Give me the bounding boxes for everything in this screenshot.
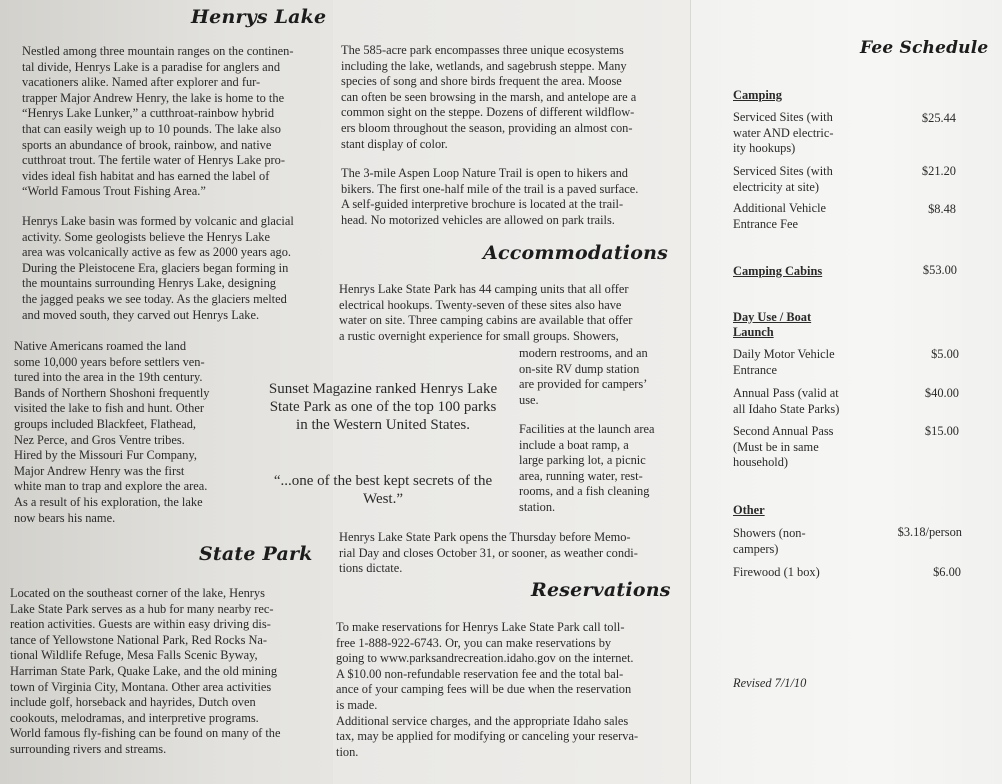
paragraph-ecosystems: The 585-acre park encompasses three unique ecosystems including the lake, wetlands, and sagebrush steppe. Many species of song and shore birds frequent the area. Moose can often be seen browsing in the marsh, and antelope are a common sight on the steppe. Dozens of different wildflow- ers bloom throughout the season, providing an almost con- stant display of color. — [341, 43, 637, 151]
fee-desc-annual-pass: Annual Pass (valid at all Idaho State Parks) — [733, 386, 840, 416]
fee-price-annual-pass: $40.00 — [924, 386, 959, 400]
paragraph-trail: The 3-mile Aspen Loop Nature Trail is open to hikers and bikers. The first one-half mile of the trail is a paved surface. A self-guided interpretive brochure is located at the trail- head. No motorized vehicles are allowed on park trails. — [341, 166, 639, 227]
fee-price-showers: $3.18/person — [897, 525, 962, 539]
heading-henrys-lake: Henrys Lake — [191, 6, 327, 28]
fee-desc-firewood: Firewood (1 box) — [733, 565, 820, 579]
fee-price-serviced-water: $25.44 — [921, 111, 956, 125]
fee-price-daily-vehicle: $5.00 — [931, 347, 959, 361]
revised-date: Revised 7/1/10 — [733, 676, 807, 690]
fee-price-camping-cabins: $53.00 — [922, 263, 957, 277]
fee-desc-second-annual-pass: Second Annual Pass (Must be in same household) — [733, 424, 834, 470]
fee-desc-additional-vehicle: Additional Vehicle Entrance Fee — [733, 201, 827, 231]
fee-desc-serviced-electric: Serviced Sites (with electricity at site) — [733, 164, 833, 194]
fee-desc-serviced-water: Serviced Sites (with water AND electric- ity hookups) — [733, 110, 834, 156]
paragraph-reservations: To make reservations for Henrys Lake State Park call toll- free 1-888-922-6743. Or, you can make reservations by going to www.parksandrecreation.idaho.gov on the internet. A $10.00 non-refundable reservation fee and the total bal- ance of your camping fees will be due when the reservation is made. Additional service charges, and the appropriate Idaho sales tax, may be applied for modifying or canceling your reserva- tion. — [336, 620, 639, 759]
paragraph-facilities: Facilities at the launch area include a boat ramp, a large parking lot, a picnic area, running water, rest- rooms, and a fish cleaning station. — [519, 422, 655, 514]
fee-price-second-annual-pass: $15.00 — [924, 424, 959, 438]
paragraph-season: Henrys Lake State Park opens the Thursday before Memo- rial Day and closes October 31, or sooner, as weather condi- tions dictate. — [339, 530, 638, 576]
fee-category-camping: Camping — [733, 88, 782, 102]
heading-state-park: State Park — [199, 543, 313, 565]
heading-fee-schedule: Fee Schedule — [860, 38, 989, 58]
pull-quote-secret: “...one of the best kept secrets of the West.” — [273, 473, 493, 507]
paragraph-history: Native Americans roamed the land some 10,000 years before settlers ven- tured into the area in the 19th century. Bands of Northern Shoshoni frequently visited the lake to fish and hunt. Other groups included Blackfeet, Flathead, Nez Perce, and Gros Ventre tribes. Hired by the Missouri Fur Company, Major Andrew Henry was the first white man to trap and explore the area. As a result of his exploration, the lake now bears his name. — [14, 339, 210, 525]
fee-price-serviced-electric: $21.20 — [921, 164, 956, 178]
fee-desc-showers: Showers (non- campers) — [733, 526, 806, 556]
paragraph-intro: Nestled among three mountain ranges on the continen- tal divide, Henrys Lake is a paradise for anglers and vacationers alike. Named after explorer and fur- trapper Major Andrew Henry, the lake is home to the “Henrys Lake Lunker,” a cutthroat-rainbow hybrid that can easily weigh up to 10 pounds. The lake also sports an abundance of brook, rainbow, and native cutthroat trout. The fertile water of Henrys Lake pro- vides ideal fish habitat and has earned the label of “World Famous Trout Fishing Area.” — [22, 44, 294, 199]
heading-accommodations: Accommodations — [483, 242, 669, 264]
pull-quote-ranking: Sunset Magazine ranked Henrys Lake State Park as one of the top 100 parks in the Western United States. — [268, 381, 498, 433]
heading-reservations: Reservations — [531, 579, 671, 601]
paragraph-state-park: Located on the southeast corner of the lake, Henrys Lake State Park serves as a hub for many nearby rec- reation activities. Guests are within easy driving dis- tance of Yellowstone National Park, Red Rocks Na- tional Wildlife Refuge, Mesa Falls Scenic Byway, Harriman State Park, Quake Lake, and the old mining town of Virginia City, Montana. Other area activities include golf, horseback and hayrides, Dutch oven cookouts, melodramas, and interpretive programs. World famous fly-fishing can be found on many of the surrounding rivers and streams. — [10, 586, 281, 756]
fee-price-additional-vehicle: $8.48 — [928, 202, 956, 216]
fee-category-camping-cabins: Camping Cabins — [733, 264, 823, 278]
paragraph-accommodations: Henrys Lake State Park has 44 camping units that all offer electrical hookups. Twenty-seven of these sites also have water on site. Three camping cabins are available that offer a rustic overnight experience for small groups. Showers, — [339, 282, 633, 343]
fee-category-day-use: Day Use / Boat Launch — [733, 310, 812, 339]
fee-price-firewood: $6.00 — [933, 565, 961, 579]
fee-desc-daily-vehicle: Daily Motor Vehicle Entrance — [733, 347, 835, 377]
paragraph-accommodations-continued: modern restrooms, and an on-site RV dump station are provided for campers’ use. — [519, 346, 648, 407]
fee-category-other: Other — [733, 503, 765, 517]
paragraph-geology: Henrys Lake basin was formed by volcanic and glacial activity. Some geologists believe the Henrys Lake area was volcanically active as few as 2000 years ago. During the Pleistocene Era, glaciers began forming in the mountains surrounding Henrys Lake, designing the jagged peaks we see today. As the glaciers melted and moved south, they carved out Henrys Lake. — [22, 214, 294, 322]
